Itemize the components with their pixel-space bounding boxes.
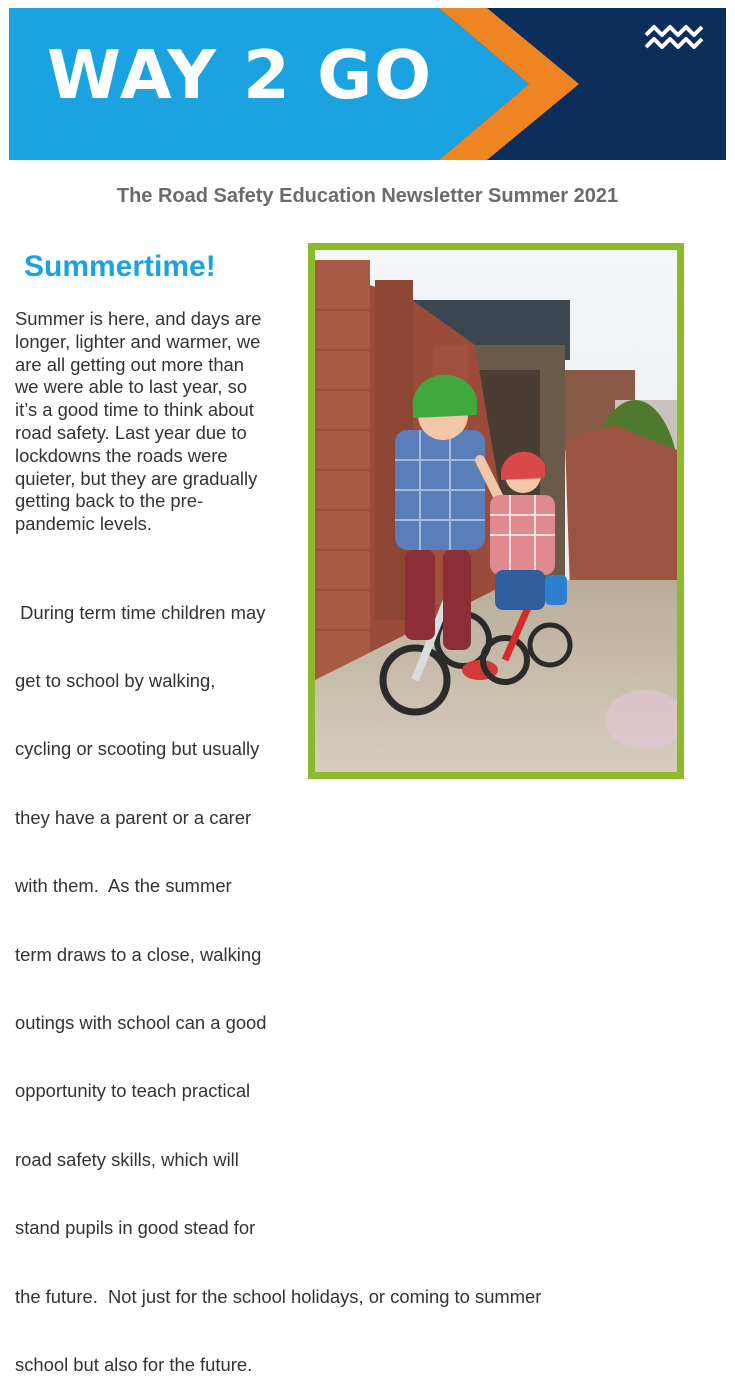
paragraph-line: school but also for the future.	[15, 1353, 253, 1375]
paragraph-line: lockdowns the roads were	[15, 444, 228, 466]
paragraph-line: the future. Not just for the school holidays, or coming to summer	[15, 1285, 542, 1307]
paragraph-line: get to school by walking,	[15, 669, 216, 691]
paragraph-line: stand pupils in good stead for	[15, 1217, 256, 1239]
paragraph-line: longer, lighter and warmer, we	[15, 330, 261, 352]
newsletter-banner	[9, 8, 726, 160]
article-paragraph-1	[15, 308, 261, 536]
paragraph-line: During term time children may	[15, 601, 266, 623]
paragraph-line: cycling or scooting but usually	[15, 738, 260, 760]
paragraph-line: we were able to last year, so	[15, 376, 248, 398]
paragraph-line: road safety. Last year due to	[15, 421, 247, 443]
paragraph-line: getting back to the pre-	[15, 490, 204, 512]
article-paragraph-2	[15, 556, 541, 1399]
paragraph-line: pandemic levels.	[15, 513, 152, 535]
banner-title: WAY 2 GO	[47, 36, 434, 114]
paragraph-line: opportunity to teach practical	[15, 1080, 251, 1102]
paragraph-line: it’s a good time to think about	[15, 399, 254, 421]
paragraph-line: they have a parent or a carer	[15, 806, 252, 828]
paragraph-line: road safety skills, which will	[15, 1148, 239, 1170]
paragraph-line: Summer is here, and days are	[15, 308, 262, 329]
paragraph-line: term draws to a close, walking	[15, 943, 262, 965]
paragraph-line: are all getting out more than	[15, 353, 245, 375]
newsletter-subtitle: The Road Safety Education Newsletter Summer 2021	[116, 185, 619, 207]
paragraph-line: outings with school can a good	[15, 1011, 267, 1033]
paragraph-line: quieter, but they are gradually	[15, 467, 258, 489]
paragraph-line: with them. As the summer	[15, 875, 232, 897]
article-heading: Summertime!	[24, 250, 216, 283]
